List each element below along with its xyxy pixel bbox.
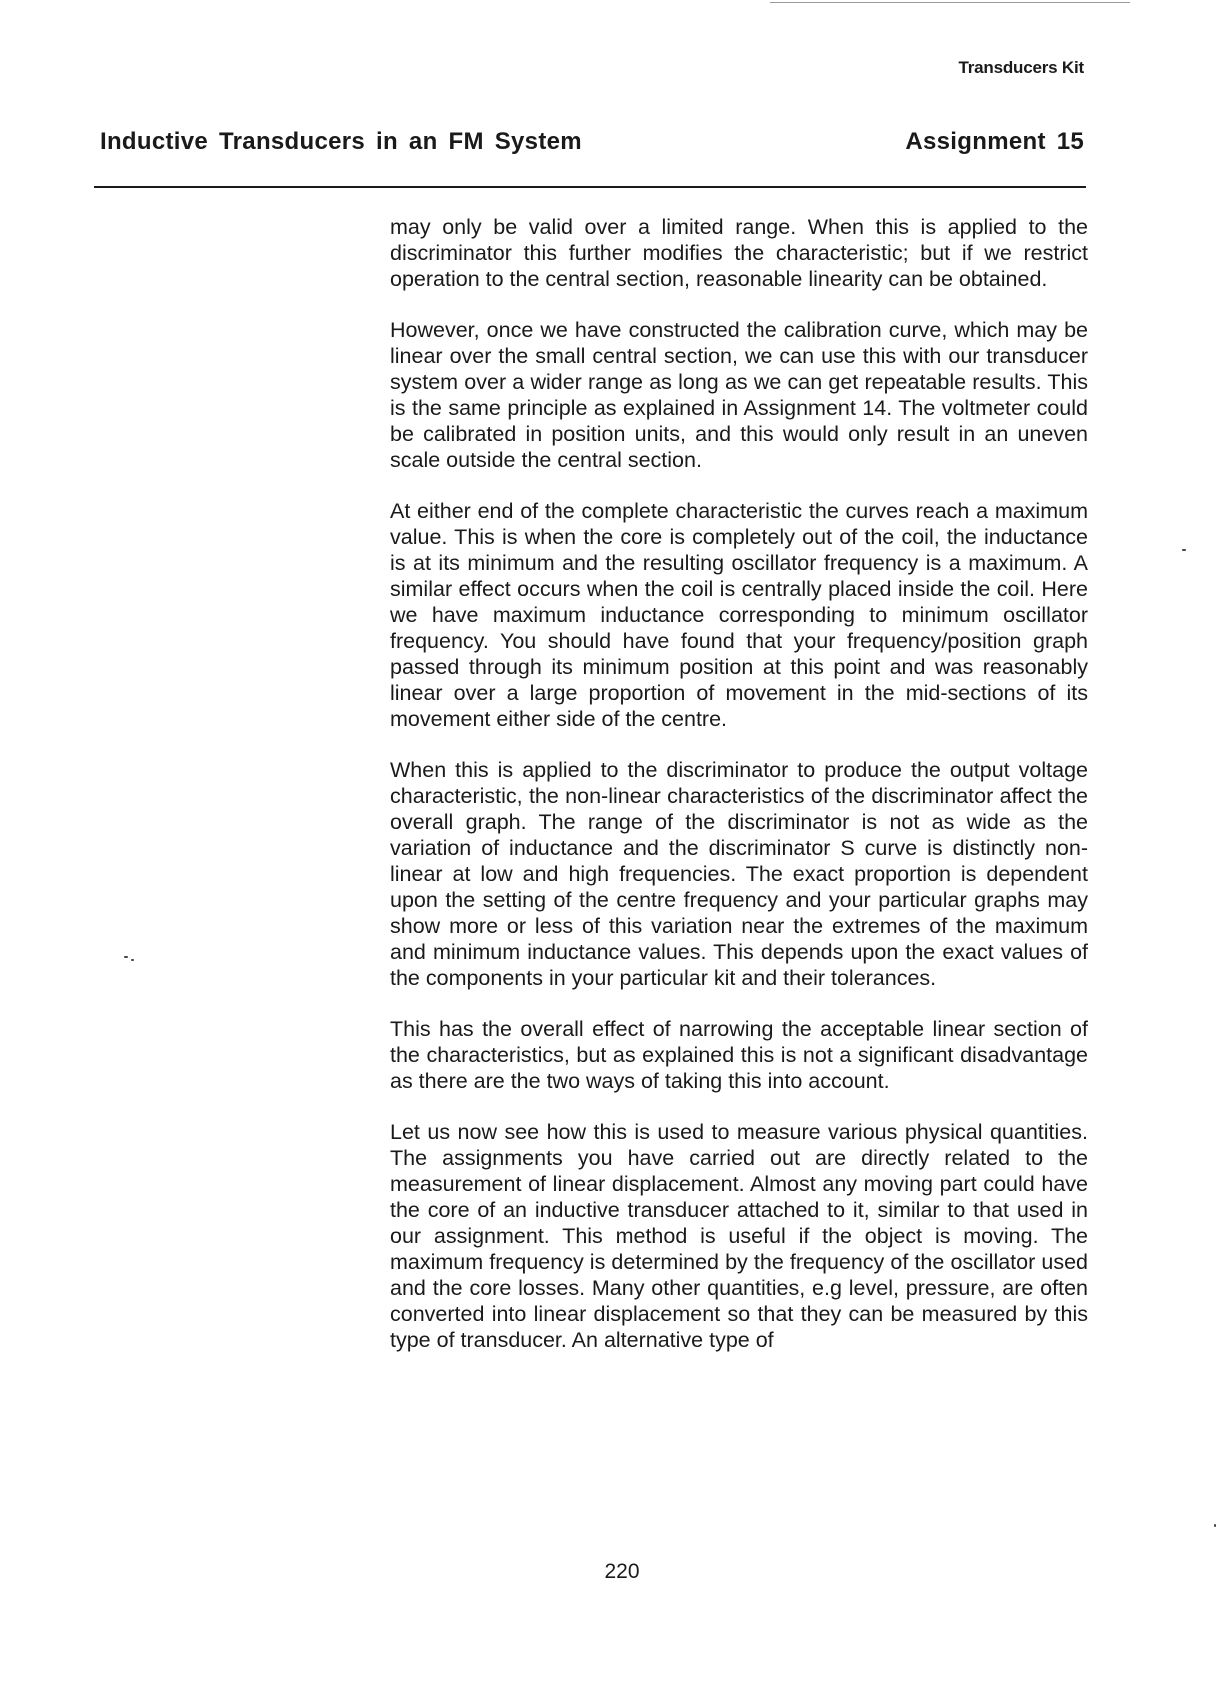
- scan-speck: [131, 959, 134, 961]
- section-title: Inductive Transducers in an FM System: [100, 128, 582, 155]
- paragraph: Let us now see how this is used to measure various physical quantities. The assignments you have carried out are directly related to the measurement of linear displacement. Almost any moving part could have the core of an inductive transducer attached to it, similar to that used in our assignment. This method is useful if the object is moving. The maximum frequency is determined by the frequency of the oscillator used and the core losses. Many other quantities, e.g level, pressure, are often converted into linear displacement so that they can be measured by this type of transducer. An alternative type of: [390, 1120, 1088, 1352]
- header-divider: [94, 186, 1086, 188]
- scan-speck: [124, 956, 128, 958]
- top-edge-line: [770, 2, 1130, 3]
- kit-label: Transducers Kit: [958, 58, 1084, 77]
- scan-speck: [1214, 1524, 1216, 1527]
- scan-speck: [1182, 549, 1186, 551]
- assignment-label: Assignment 15: [905, 128, 1084, 155]
- paragraph: When this is applied to the discriminator to produce the output voltage characteristic, the non-linear characteristics of the discriminator affect the overall graph. The range of the discriminator is not as wide as the variation of inductance and the discriminator S curve is distinctly non-linear at low and high frequencies. The exact proportion is dependent upon the setting of the centre frequency and your particular graphs may show more or less of this variation near the extremes of the maximum and minimum inductance values. This depends upon the exact values of the components in your particular kit and their tolerances.: [390, 758, 1088, 990]
- paragraph: At either end of the complete characteristic the curves reach a maximum value. This is when the core is completely out of the coil, the inductance is at its minimum and the resulting oscillator frequency is a maximum. A similar effect occurs when the coil is centrally placed inside the coil. Here we have maximum inductance corresponding to minimum oscillator frequency. You should have found that your frequency/position graph passed through its minimum position at this point and was reasonably linear over a large proportion of movement in the mid-sections of its movement either side of the centre.: [390, 499, 1088, 731]
- paragraph: This has the overall effect of narrowing the acceptable linear section of the characteristics, but as explained this is not a significant disadvantage as there are the two ways of taking this into account.: [390, 1017, 1088, 1093]
- paragraph: However, once we have constructed the calibration curve, which may be linear over the small central section, we can use this with our transducer system over a wider range as long as we can get repeatable results. This is the same principle as explained in Assignment 14. The voltmeter could be calibrated in position units, and this would only result in an uneven scale outside the central section.: [390, 318, 1088, 472]
- paragraph: may only be valid over a limited range. When this is applied to the discriminator this further modifies the characteristic; but if we restrict operation to the central section, reasonable linearity can be obtained.: [390, 215, 1088, 291]
- body-text: [390, 214, 1088, 1378]
- page-number: 220: [604, 1560, 640, 1583]
